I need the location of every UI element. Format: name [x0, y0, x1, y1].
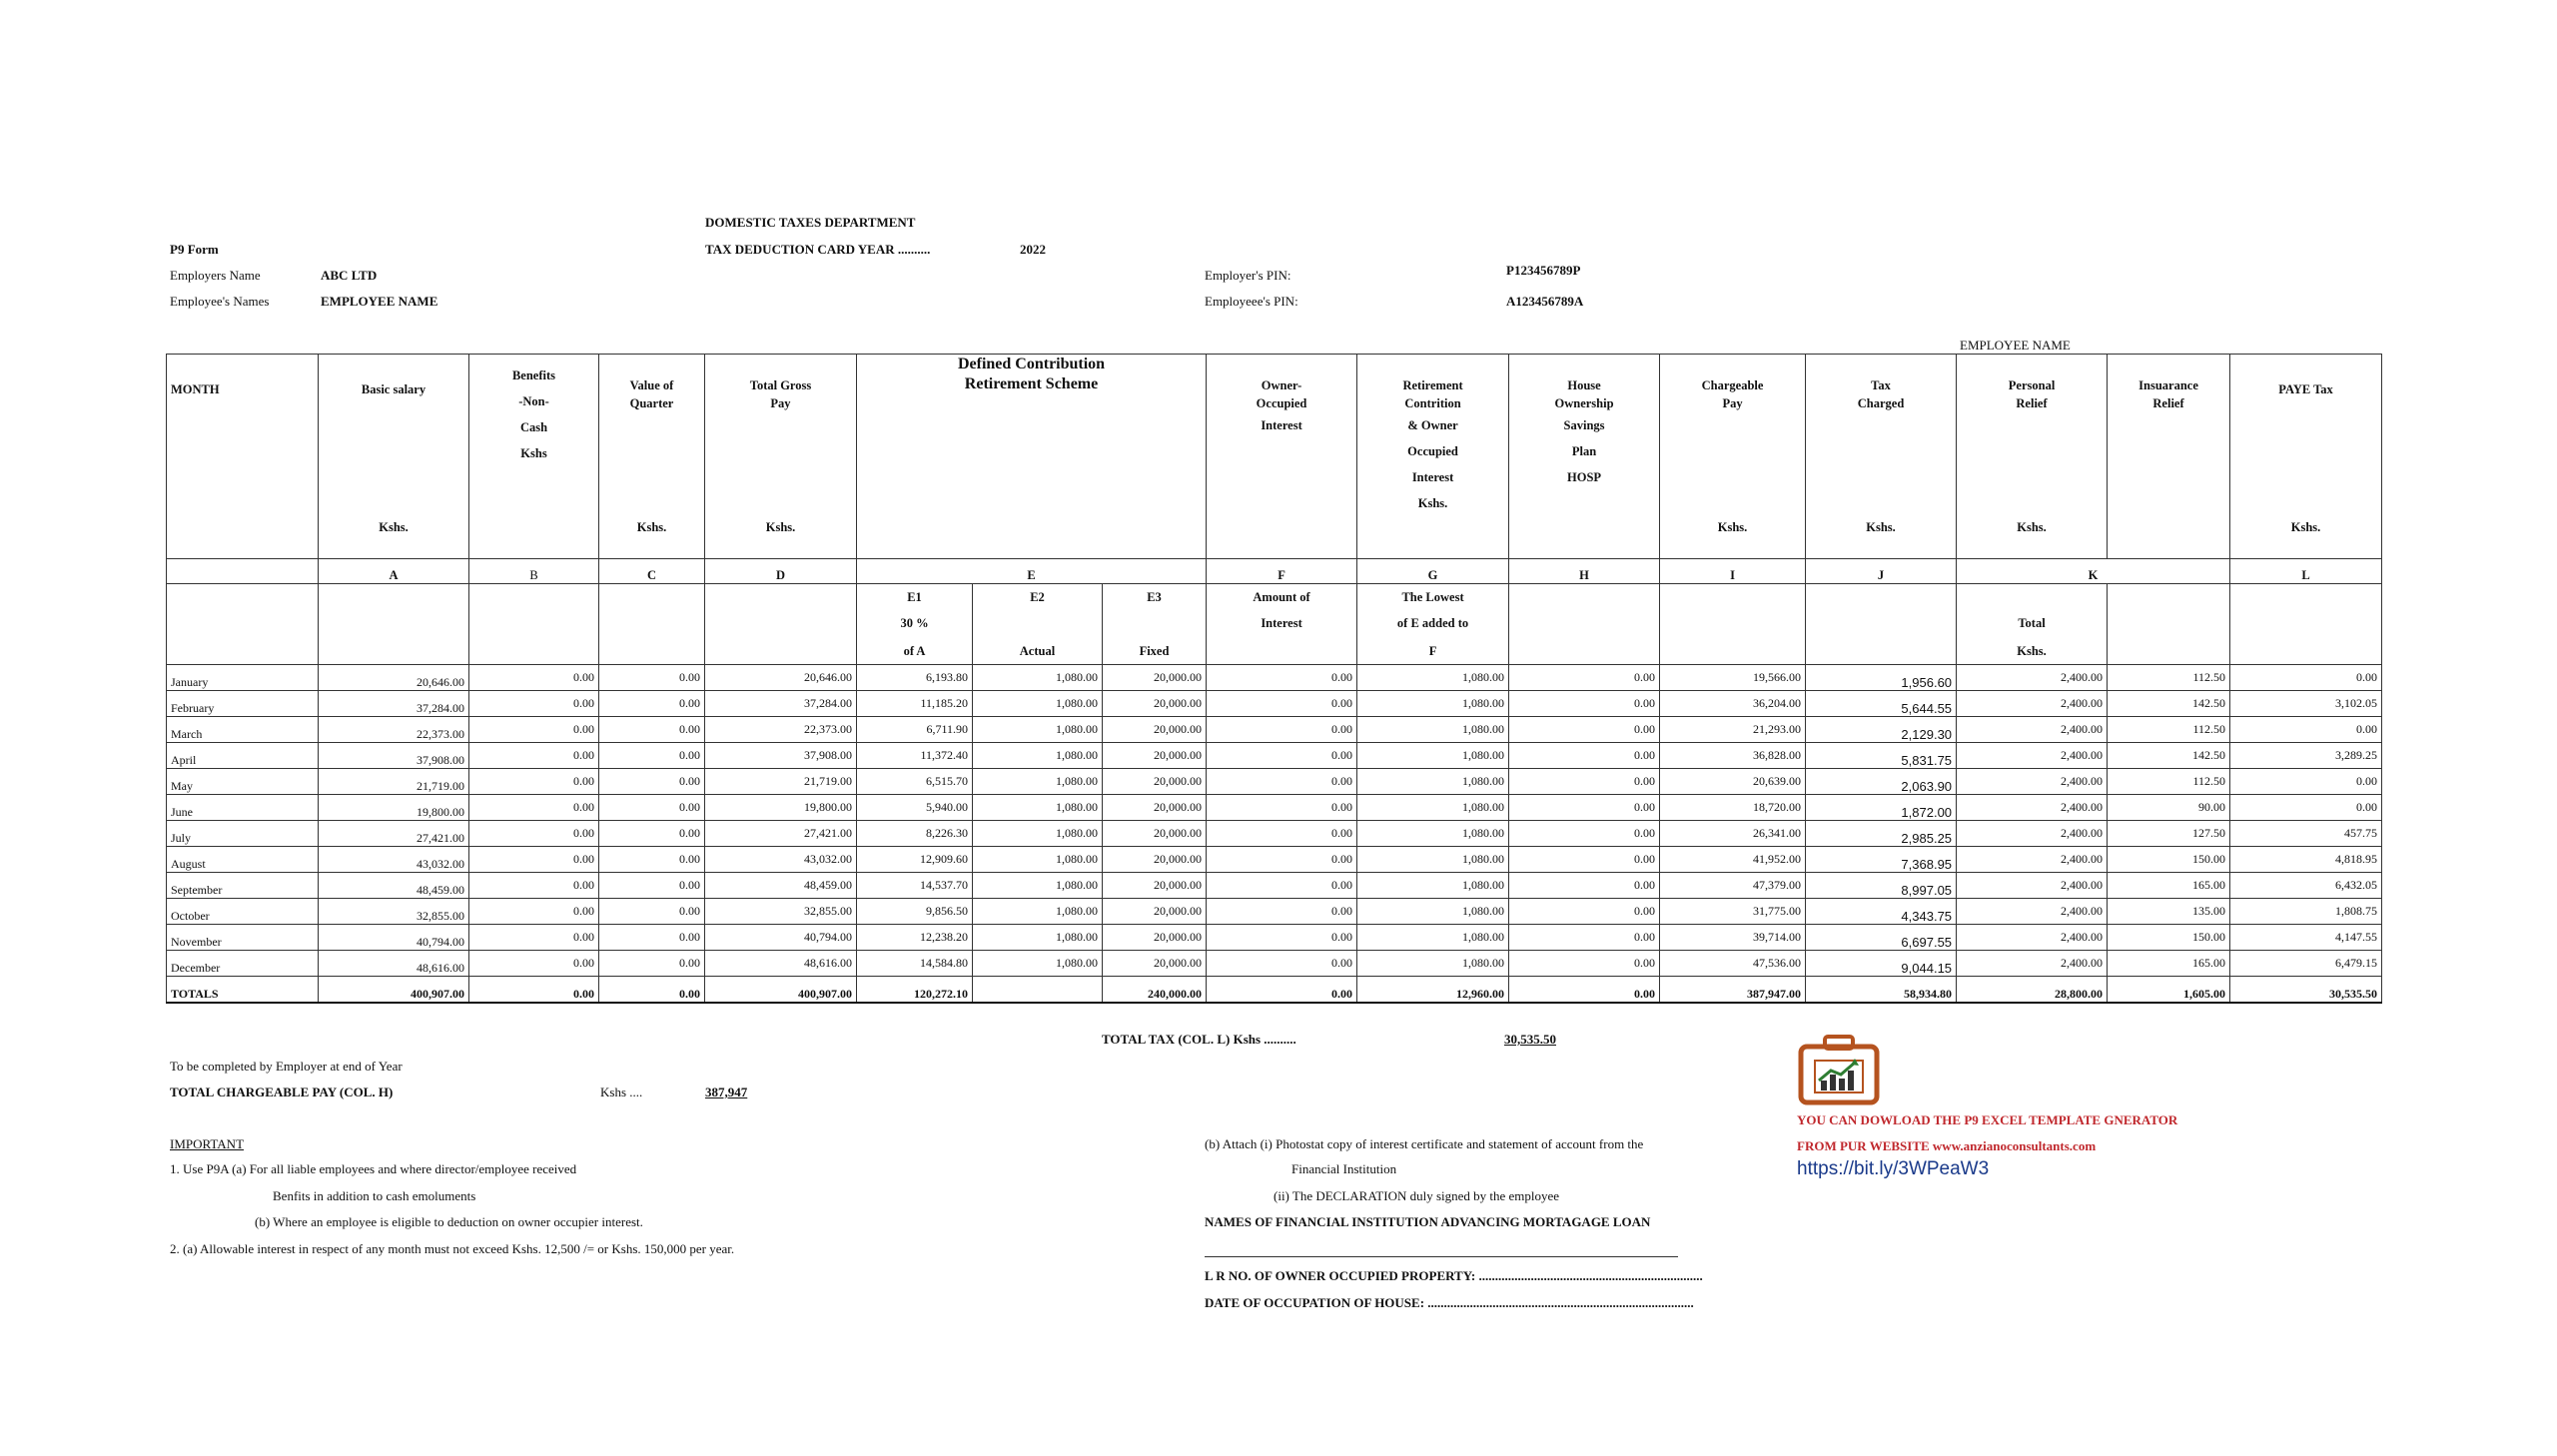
- cell-d: 32,855.00: [705, 899, 857, 925]
- cell-b: 0.00: [469, 951, 599, 977]
- cell-i: 36,828.00: [1660, 743, 1806, 769]
- letter-cell: A: [319, 559, 469, 584]
- cell-g: 1,080.00: [1357, 847, 1509, 873]
- cell-f: 0.00: [1207, 951, 1357, 977]
- cell-d: 19,800.00: [705, 795, 857, 821]
- cell-k: 2,400.00: [1957, 899, 2108, 925]
- total-d: 400,907.00: [705, 977, 857, 1004]
- cell-d: 21,719.00: [705, 769, 857, 795]
- month-cell: March: [167, 717, 319, 743]
- cell-b: 0.00: [469, 847, 599, 873]
- cell-l: 0.00: [2230, 717, 2382, 743]
- month-cell: November: [167, 925, 319, 951]
- cell-e1: 14,584.80: [857, 951, 973, 977]
- letter-cell: G: [1357, 559, 1509, 584]
- employee-pin-label: Employeee's PIN:: [1205, 294, 1298, 309]
- cell-d: 48,459.00: [705, 873, 857, 899]
- total-a: 400,907.00: [319, 977, 469, 1004]
- letter-cell: I: [1660, 559, 1806, 584]
- cell-ins: 142.50: [2108, 743, 2230, 769]
- cell-i: 41,952.00: [1660, 847, 1806, 873]
- cell-k: 2,400.00: [1957, 717, 2108, 743]
- cell-i: 18,720.00: [1660, 795, 1806, 821]
- cell-f: 0.00: [1207, 769, 1357, 795]
- cell-h: 0.00: [1509, 847, 1660, 873]
- cell-g: 1,080.00: [1357, 925, 1509, 951]
- cell-ins: 150.00: [2108, 847, 2230, 873]
- total-chargeable-label: TOTAL CHARGEABLE PAY (COL. H): [170, 1085, 394, 1099]
- total-e3: 240,000.00: [1103, 977, 1207, 1004]
- cell-j: 2,985.25: [1806, 821, 1957, 847]
- cell-e3: 20,000.00: [1103, 951, 1207, 977]
- cell-d: 20,646.00: [705, 665, 857, 691]
- attach-line-2: Financial Institution: [1291, 1161, 1397, 1176]
- month-cell: April: [167, 743, 319, 769]
- form-name: P9 Form: [170, 242, 219, 257]
- cell-a: 32,855.00: [319, 899, 469, 925]
- cell-e3: 20,000.00: [1103, 717, 1207, 743]
- cell-k: 2,400.00: [1957, 821, 2108, 847]
- cell-c: 0.00: [599, 743, 705, 769]
- cell-g: 1,080.00: [1357, 873, 1509, 899]
- cell-d: 48,616.00: [705, 951, 857, 977]
- important-line-2: Benfits in addition to cash emoluments: [273, 1188, 476, 1203]
- attach-line-1: (b) Attach (i) Photostat copy of interest certificate and statement of account from the: [1205, 1136, 1644, 1151]
- kshs-dots: Kshs ....: [600, 1085, 643, 1099]
- cell-l: 6,479.15: [2230, 951, 2382, 977]
- cell-c: 0.00: [599, 873, 705, 899]
- cell-f: 0.00: [1207, 743, 1357, 769]
- lr-number-label: L R NO. OF OWNER OCCUPIED PROPERTY: .....................................................................: [1205, 1268, 1703, 1283]
- employer-note: To be completed by Employer at end of Year: [170, 1059, 403, 1074]
- cell-a: 37,284.00: [319, 691, 469, 717]
- month-cell: June: [167, 795, 319, 821]
- cell-k: 2,400.00: [1957, 769, 2108, 795]
- cell-j: 4,343.75: [1806, 899, 1957, 925]
- cell-c: 0.00: [599, 795, 705, 821]
- cell-h: 0.00: [1509, 873, 1660, 899]
- important-heading: IMPORTANT: [170, 1136, 245, 1151]
- cell-e3: 20,000.00: [1103, 795, 1207, 821]
- cell-j: 5,831.75: [1806, 743, 1957, 769]
- cell-k: 2,400.00: [1957, 925, 2108, 951]
- month-cell: May: [167, 769, 319, 795]
- cell-e1: 14,537.70: [857, 873, 973, 899]
- cell-a: 48,459.00: [319, 873, 469, 899]
- month-cell: October: [167, 899, 319, 925]
- cell-a: 27,421.00: [319, 821, 469, 847]
- col-dc-header: Defined Contribution Retirement Scheme: [857, 355, 1207, 559]
- sub-header-row: [167, 584, 2382, 665]
- cell-e2: 1,080.00: [973, 769, 1103, 795]
- cell-k: 2,400.00: [1957, 743, 2108, 769]
- cell-ins: 135.00: [2108, 899, 2230, 925]
- cell-e3: 20,000.00: [1103, 873, 1207, 899]
- col-paye-header: PAYE Tax Kshs.: [2230, 355, 2382, 559]
- cell-b: 0.00: [469, 899, 599, 925]
- month-cell: September: [167, 873, 319, 899]
- col-owner-header: Owner- Occupied Interest: [1207, 355, 1357, 559]
- cell-h: 0.00: [1509, 691, 1660, 717]
- cell-j: 8,997.05: [1806, 873, 1957, 899]
- promo-line-1: YOU CAN DOWLOAD THE P9 EXCEL TEMPLATE GNERATOR: [1797, 1112, 2178, 1127]
- cell-f: 0.00: [1207, 925, 1357, 951]
- cell-e1: 5,940.00: [857, 795, 973, 821]
- col-insurance-header: Insuarance Relief: [2108, 355, 2230, 559]
- cell-i: 47,379.00: [1660, 873, 1806, 899]
- cell-j: 1,956.60: [1806, 665, 1957, 691]
- cell-e1: 11,185.20: [857, 691, 973, 717]
- col-gross-header: Total Gross Pay Kshs.: [705, 355, 857, 559]
- total-ins: 1,605.00: [2108, 977, 2230, 1004]
- cell-k: 2,400.00: [1957, 873, 2108, 899]
- cell-g: 1,080.00: [1357, 951, 1509, 977]
- total-j: 58,934.80: [1806, 977, 1957, 1004]
- employees-name-label: Employee's Names: [170, 294, 270, 309]
- cell-e2: 1,080.00: [973, 873, 1103, 899]
- total-tax-label: TOTAL TAX (COL. L) Kshs ..........: [1102, 1032, 1296, 1047]
- cell-g: 1,080.00: [1357, 665, 1509, 691]
- table-row: [167, 743, 2382, 769]
- letter-cell: H: [1509, 559, 1660, 584]
- total-l: 30,535.50: [2230, 977, 2382, 1004]
- cell-f: 0.00: [1207, 821, 1357, 847]
- cell-g: 1,080.00: [1357, 821, 1509, 847]
- total-b: 0.00: [469, 977, 599, 1004]
- employers-name-label: Employers Name: [170, 268, 261, 283]
- cell-b: 0.00: [469, 873, 599, 899]
- table-row: [167, 769, 2382, 795]
- month-cell: February: [167, 691, 319, 717]
- cell-e3: 20,000.00: [1103, 769, 1207, 795]
- promo-line-2: FROM PUR WEBSITE www.anzianoconsultants.com: [1797, 1138, 2097, 1153]
- col-benefits-header: Benefits -Non- Cash Kshs: [469, 355, 599, 559]
- table-row: [167, 925, 2382, 951]
- sub-e2: E2 Actual: [973, 584, 1103, 665]
- cell-c: 0.00: [599, 925, 705, 951]
- letter-cell: F: [1207, 559, 1357, 584]
- col-month-header: MONTH: [167, 355, 319, 559]
- table-row: [167, 873, 2382, 899]
- cell-f: 0.00: [1207, 717, 1357, 743]
- sub-e3: E3 Fixed: [1103, 584, 1207, 665]
- col-chargeable-header: Chargeable Pay Kshs.: [1660, 355, 1806, 559]
- table-row: [167, 821, 2382, 847]
- cell-d: 37,284.00: [705, 691, 857, 717]
- sub-g: The Lowest of E added to F: [1357, 584, 1509, 665]
- cell-a: 19,800.00: [319, 795, 469, 821]
- briefcase-chart-logo: [1797, 1035, 1881, 1106]
- cell-e1: 8,226.30: [857, 821, 973, 847]
- letter-cell: J: [1806, 559, 1957, 584]
- cell-a: 37,908.00: [319, 743, 469, 769]
- cell-e1: 11,372.40: [857, 743, 973, 769]
- cell-e1: 6,515.70: [857, 769, 973, 795]
- cell-j: 1,872.00: [1806, 795, 1957, 821]
- sub-f: Amount of Interest: [1207, 584, 1357, 665]
- cell-f: 0.00: [1207, 795, 1357, 821]
- cell-c: 0.00: [599, 717, 705, 743]
- cell-i: 20,639.00: [1660, 769, 1806, 795]
- cell-h: 0.00: [1509, 665, 1660, 691]
- cell-ins: 112.50: [2108, 769, 2230, 795]
- cell-c: 0.00: [599, 665, 705, 691]
- cell-c: 0.00: [599, 847, 705, 873]
- table-row: [167, 951, 2382, 977]
- cell-e3: 20,000.00: [1103, 691, 1207, 717]
- table-row: [167, 847, 2382, 873]
- cell-e1: 12,238.20: [857, 925, 973, 951]
- cell-h: 0.00: [1509, 821, 1660, 847]
- col-house-header: House Ownership Savings Plan HOSP: [1509, 355, 1660, 559]
- cell-d: 22,373.00: [705, 717, 857, 743]
- col-retire-header: Retirement Contrition & Owner Occupied Interest Kshs.: [1357, 355, 1509, 559]
- employers-name: ABC LTD: [321, 268, 378, 283]
- download-link[interactable]: https://bit.ly/3WPeaW3: [1797, 1158, 1990, 1179]
- cell-d: 27,421.00: [705, 821, 857, 847]
- table-row: [167, 665, 2382, 691]
- cell-c: 0.00: [599, 899, 705, 925]
- employees-name: EMPLOYEE NAME: [321, 294, 438, 309]
- letter-cell: C: [599, 559, 705, 584]
- important-line-1: 1. Use P9A (a) For all liable employees and where director/employee received: [170, 1161, 577, 1176]
- cell-h: 0.00: [1509, 769, 1660, 795]
- cell-ins: 165.00: [2108, 873, 2230, 899]
- letter-cell: K: [1957, 559, 2230, 584]
- cell-l: 3,102.05: [2230, 691, 2382, 717]
- cell-a: 48,616.00: [319, 951, 469, 977]
- cell-ins: 112.50: [2108, 665, 2230, 691]
- total-chargeable-value: 387,947: [705, 1085, 748, 1099]
- letter-cell: B: [469, 559, 599, 584]
- cell-g: 1,080.00: [1357, 743, 1509, 769]
- total-e2: [973, 977, 1103, 1004]
- month-cell: January: [167, 665, 319, 691]
- cell-i: 21,293.00: [1660, 717, 1806, 743]
- cell-b: 0.00: [469, 769, 599, 795]
- cell-f: 0.00: [1207, 899, 1357, 925]
- cell-e2: 1,080.00: [973, 691, 1103, 717]
- cell-b: 0.00: [469, 795, 599, 821]
- cell-ins: 150.00: [2108, 925, 2230, 951]
- cell-e1: 6,193.80: [857, 665, 973, 691]
- cell-c: 0.00: [599, 691, 705, 717]
- col-tax-header: Tax Charged Kshs.: [1806, 355, 1957, 559]
- total-h: 0.00: [1509, 977, 1660, 1004]
- cell-ins: 112.50: [2108, 717, 2230, 743]
- attach-line-3: (ii) The DECLARATION duly signed by the employee: [1274, 1188, 1560, 1203]
- cell-b: 0.00: [469, 743, 599, 769]
- cell-e3: 20,000.00: [1103, 743, 1207, 769]
- cell-e1: 9,856.50: [857, 899, 973, 925]
- financial-institution-label: NAMES OF FINANCIAL INSTITUTION ADVANCING MORTAGAGE LOAN: [1205, 1214, 1651, 1229]
- signature-line: [1205, 1256, 1678, 1257]
- cell-l: 6,432.05: [2230, 873, 2382, 899]
- table-row: [167, 717, 2382, 743]
- cell-b: 0.00: [469, 691, 599, 717]
- cell-j: 9,044.15: [1806, 951, 1957, 977]
- cell-l: 0.00: [2230, 795, 2382, 821]
- important-line-3: (b) Where an employee is eligible to deduction on owner occupier interest.: [255, 1214, 643, 1229]
- cell-h: 0.00: [1509, 717, 1660, 743]
- cell-j: 2,129.30: [1806, 717, 1957, 743]
- cell-e2: 1,080.00: [973, 795, 1103, 821]
- month-cell: August: [167, 847, 319, 873]
- cell-i: 31,775.00: [1660, 899, 1806, 925]
- employer-pin-label: Employer's PIN:: [1205, 268, 1291, 283]
- card-year: 2022: [1020, 242, 1046, 257]
- cell-d: 40,794.00: [705, 925, 857, 951]
- cell-j: 6,697.55: [1806, 925, 1957, 951]
- cell-e2: 1,080.00: [973, 743, 1103, 769]
- total-tax-value: 30,535.50: [1504, 1032, 1556, 1047]
- cell-l: 0.00: [2230, 665, 2382, 691]
- employee-pin: A123456789A: [1506, 294, 1584, 309]
- cell-ins: 165.00: [2108, 951, 2230, 977]
- col-personal-header: Personal Relief Kshs.: [1957, 355, 2108, 559]
- total-k: 28,800.00: [1957, 977, 2108, 1004]
- cell-e2: 1,080.00: [973, 821, 1103, 847]
- cell-ins: 90.00: [2108, 795, 2230, 821]
- cell-i: 47,536.00: [1660, 951, 1806, 977]
- cell-k: 2,400.00: [1957, 795, 2108, 821]
- cell-e3: 20,000.00: [1103, 847, 1207, 873]
- cell-i: 19,566.00: [1660, 665, 1806, 691]
- cell-l: 4,147.55: [2230, 925, 2382, 951]
- cell-e1: 12,909.60: [857, 847, 973, 873]
- cell-l: 457.75: [2230, 821, 2382, 847]
- total-e1: 120,272.10: [857, 977, 973, 1004]
- table-row: [167, 899, 2382, 925]
- cell-j: 2,063.90: [1806, 769, 1957, 795]
- total-c: 0.00: [599, 977, 705, 1004]
- cell-h: 0.00: [1509, 795, 1660, 821]
- cell-k: 2,400.00: [1957, 951, 2108, 977]
- cell-ins: 142.50: [2108, 691, 2230, 717]
- cell-e3: 20,000.00: [1103, 665, 1207, 691]
- cell-f: 0.00: [1207, 873, 1357, 899]
- cell-h: 0.00: [1509, 899, 1660, 925]
- sub-e1: E1 30 % of A: [857, 584, 973, 665]
- employee-name-top: EMPLOYEE NAME: [1960, 338, 2071, 353]
- cell-g: 1,080.00: [1357, 899, 1509, 925]
- cell-c: 0.00: [599, 769, 705, 795]
- cell-e2: 1,080.00: [973, 951, 1103, 977]
- cell-l: 4,818.95: [2230, 847, 2382, 873]
- cell-e2: 1,080.00: [973, 717, 1103, 743]
- cell-e2: 1,080.00: [973, 899, 1103, 925]
- cell-j: 7,368.95: [1806, 847, 1957, 873]
- cell-h: 0.00: [1509, 951, 1660, 977]
- cell-c: 0.00: [599, 951, 705, 977]
- cell-e2: 1,080.00: [973, 847, 1103, 873]
- cell-g: 1,080.00: [1357, 691, 1509, 717]
- cell-b: 0.00: [469, 665, 599, 691]
- cell-d: 37,908.00: [705, 743, 857, 769]
- col-quarter-header: Value of Quarter Kshs.: [599, 355, 705, 559]
- sub-k: Total Kshs.: [1957, 584, 2108, 665]
- letter-cell: D: [705, 559, 857, 584]
- cell-l: 0.00: [2230, 769, 2382, 795]
- employer-pin: P123456789P: [1506, 263, 1581, 278]
- totals-label: TOTALS: [167, 977, 319, 1004]
- cell-ins: 127.50: [2108, 821, 2230, 847]
- cell-l: 1,808.75: [2230, 899, 2382, 925]
- cell-k: 2,400.00: [1957, 691, 2108, 717]
- total-i: 387,947.00: [1660, 977, 1806, 1004]
- cell-i: 39,714.00: [1660, 925, 1806, 951]
- cell-b: 0.00: [469, 925, 599, 951]
- cell-l: 3,289.25: [2230, 743, 2382, 769]
- cell-f: 0.00: [1207, 665, 1357, 691]
- letter-cell: L: [2230, 559, 2382, 584]
- tax-deduction-table: [166, 354, 2382, 1004]
- cell-g: 1,080.00: [1357, 795, 1509, 821]
- cell-e3: 20,000.00: [1103, 821, 1207, 847]
- table-header-row: [167, 355, 2382, 559]
- cell-h: 0.00: [1509, 925, 1660, 951]
- department-title: DOMESTIC TAXES DEPARTMENT: [705, 215, 916, 230]
- column-letters-row: [167, 559, 2382, 584]
- cell-i: 26,341.00: [1660, 821, 1806, 847]
- cell-e2: 1,080.00: [973, 665, 1103, 691]
- table-row: [167, 691, 2382, 717]
- cell-a: 21,719.00: [319, 769, 469, 795]
- cell-k: 2,400.00: [1957, 847, 2108, 873]
- cell-a: 22,373.00: [319, 717, 469, 743]
- cell-e3: 20,000.00: [1103, 899, 1207, 925]
- cell-a: 43,032.00: [319, 847, 469, 873]
- cell-c: 0.00: [599, 821, 705, 847]
- cell-b: 0.00: [469, 717, 599, 743]
- totals-row: [167, 977, 2382, 1004]
- cell-g: 1,080.00: [1357, 717, 1509, 743]
- cell-f: 0.00: [1207, 691, 1357, 717]
- total-f: 0.00: [1207, 977, 1357, 1004]
- cell-a: 20,646.00: [319, 665, 469, 691]
- letter-cell: [167, 559, 319, 584]
- cell-e1: 6,711.90: [857, 717, 973, 743]
- cell-j: 5,644.55: [1806, 691, 1957, 717]
- cell-h: 0.00: [1509, 743, 1660, 769]
- card-year-label: TAX DEDUCTION CARD YEAR ..........: [705, 242, 931, 257]
- month-cell: July: [167, 821, 319, 847]
- date-occupation-label: DATE OF OCCUPATION OF HOUSE: ..................................................................................: [1205, 1295, 1694, 1310]
- cell-b: 0.00: [469, 821, 599, 847]
- col-basic-header: Basic salary Kshs.: [319, 355, 469, 559]
- cell-g: 1,080.00: [1357, 769, 1509, 795]
- cell-i: 36,204.00: [1660, 691, 1806, 717]
- cell-e3: 20,000.00: [1103, 925, 1207, 951]
- cell-k: 2,400.00: [1957, 665, 2108, 691]
- total-g: 12,960.00: [1357, 977, 1509, 1004]
- cell-f: 0.00: [1207, 847, 1357, 873]
- cell-e2: 1,080.00: [973, 925, 1103, 951]
- table-row: [167, 795, 2382, 821]
- cell-a: 40,794.00: [319, 925, 469, 951]
- month-cell: December: [167, 951, 319, 977]
- letter-cell: E: [857, 559, 1207, 584]
- cell-d: 43,032.00: [705, 847, 857, 873]
- important-line-4: 2. (a) Allowable interest in respect of any month must not exceed Kshs. 12,500 /= or Kshs. 150,000 per year.: [170, 1241, 735, 1256]
